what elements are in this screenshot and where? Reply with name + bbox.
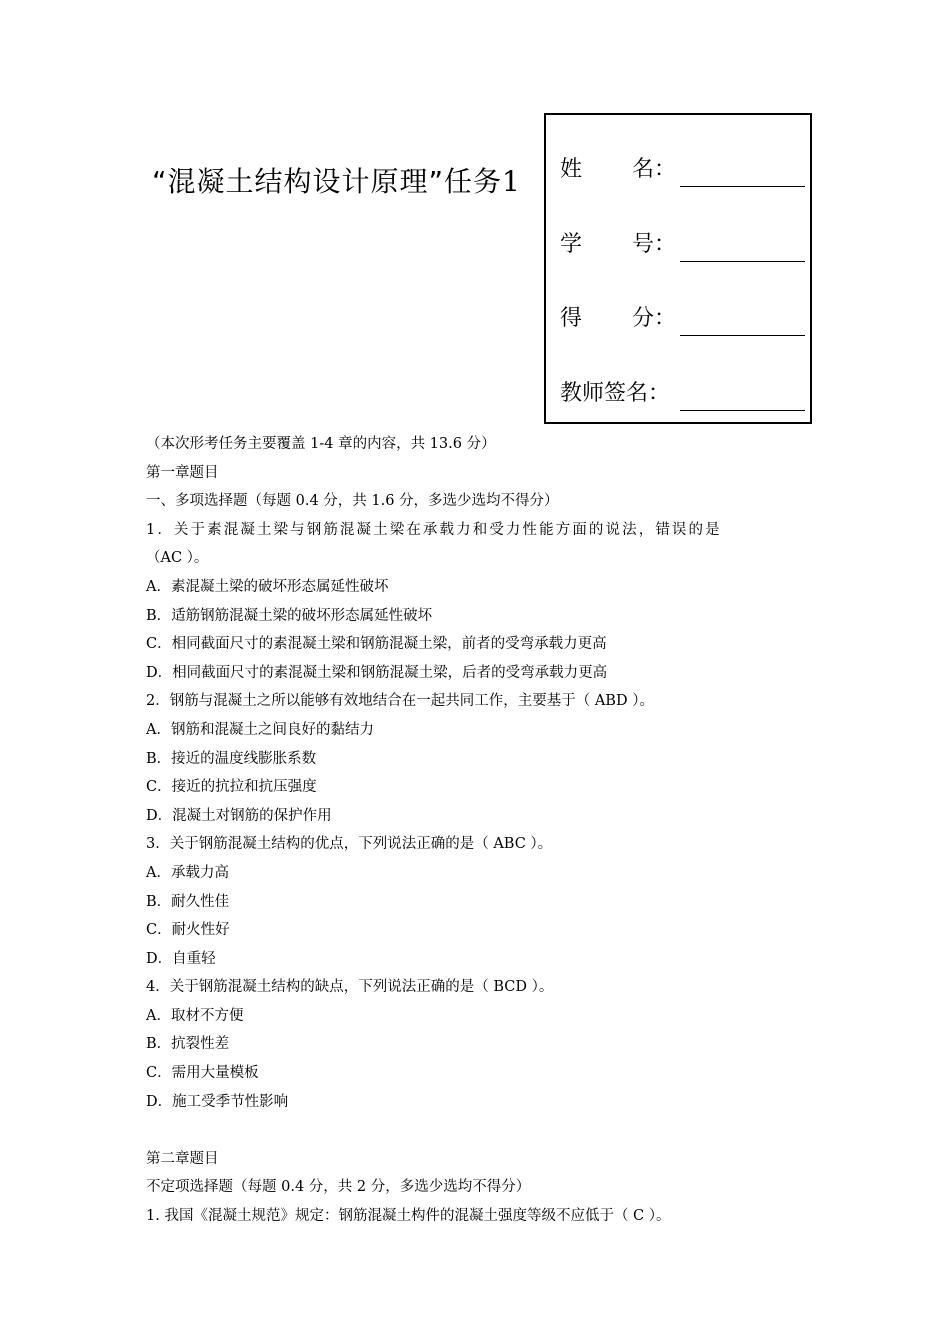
option-item: A．素混凝土梁的破坏形态属延性破坏 (146, 578, 389, 595)
section-heading: 不定项选择题（每题 0.4 分，共 2 分，多选少选均不得分） (146, 1179, 531, 1196)
question-text: 1．关于素混凝土梁与钢筋混凝土梁在承载力和受力性能方面的说法，错误的是 (146, 521, 722, 538)
option-item: A．取材不方便 (146, 1007, 244, 1024)
teacher-signature-label: 教师签名： (560, 381, 671, 406)
name-field[interactable] (680, 186, 805, 187)
student-id-row (560, 228, 805, 258)
option-item: B．接近的温度线膨胀系数 (146, 750, 317, 767)
chapter-heading: 第一章题目 (146, 464, 219, 481)
student-info-box (544, 113, 812, 424)
score-field[interactable] (680, 335, 805, 336)
option-item: B．抗裂性差 (146, 1036, 230, 1053)
question-text: 4．关于钢筋混凝土结构的缺点，下列说法正确的是（ BCD ）。 (146, 979, 554, 996)
answer-line: （AC ）。 (146, 550, 209, 567)
score-label: 得 分： (560, 306, 677, 331)
option-item: B．耐久性佳 (146, 893, 230, 910)
scope-note: （本次形考任务主要覆盖 1-4 章的内容，共 13.6 分） (146, 436, 496, 452)
question-text: 1. 我国《混凝土规范》规定：钢筋混凝土构件的混凝土强度等级不应低于（ C ）。 (146, 1208, 671, 1225)
student-id-field[interactable] (680, 261, 805, 262)
name-label: 姓 名： (560, 157, 677, 182)
chapter-heading: 第二章题目 (146, 1150, 219, 1167)
question-text: 2．钢筋与混凝土之所以能够有效地结合在一起共同工作，主要基于（ ABD ）。 (146, 693, 654, 710)
option-item: A．承载力高 (146, 864, 229, 881)
teacher-signature-row (560, 377, 805, 407)
option-item: A．钢筋和混凝土之间良好的黏结力 (146, 721, 374, 738)
option-item: C．相同截面尺寸的素混凝土梁和钢筋混凝土梁，前者的受弯承载力更高 (146, 636, 607, 653)
option-item: B．适筋钢筋混凝土梁的破坏形态属延性破坏 (146, 607, 433, 624)
question-text: 3．关于钢筋混凝土结构的优点，下列说法正确的是（ ABC ）。 (146, 836, 553, 853)
student-id-label: 学 号： (560, 232, 677, 257)
option-item: D．施工受季节性影响 (146, 1093, 289, 1110)
document-body (146, 430, 816, 1231)
option-item: C．需用大量模板 (146, 1065, 259, 1082)
option-item: D．自重轻 (146, 950, 216, 967)
name-row (560, 153, 805, 183)
option-item: D．相同截面尺寸的素混凝土梁和钢筋混凝土梁，后者的受弯承载力更高 (146, 664, 608, 681)
section-heading: 一、多项选择题（每题 0.4 分，共 1.6 分，多选少选均不得分） (146, 493, 559, 510)
document-title: “混凝土结构设计原理”任务1 (152, 165, 521, 198)
teacher-signature-field[interactable] (680, 410, 805, 411)
blank-line (146, 1116, 816, 1145)
option-item: D．混凝土对钢筋的保护作用 (146, 807, 332, 824)
option-item: C．耐火性好 (146, 922, 230, 939)
option-item: C．接近的抗拉和抗压强度 (146, 779, 317, 796)
score-row (560, 302, 805, 332)
